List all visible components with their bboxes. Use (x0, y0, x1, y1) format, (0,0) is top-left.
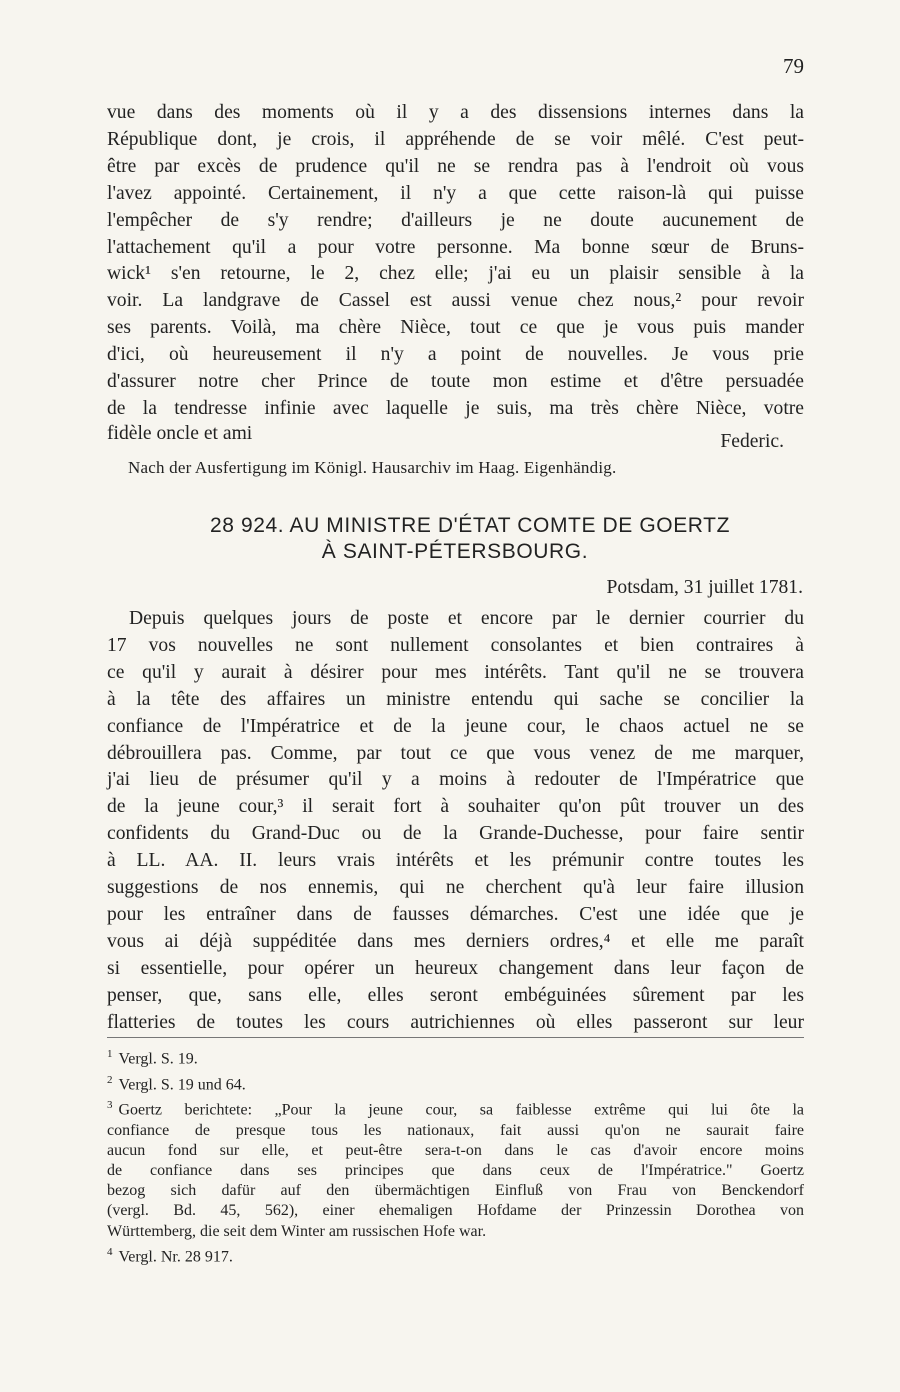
footnote-2 (107, 1070, 804, 1096)
text-line: confidents du Grand-Duc ou de la Grande-Duchesse, pour faire sentir (107, 823, 804, 845)
text-line: 17 vos nouvelles ne sont nullement consolantes et bien contraires à (107, 634, 804, 656)
letter-1-body (107, 100, 804, 423)
text-line: l'avez appointé. Certainement, il n'y a que cette raison-là qui puisse (107, 182, 804, 204)
text-line: République dont, je crois, il appréhende de se voir mêlé. C'est peut- (107, 128, 804, 150)
footnote-mark: 2 (107, 1073, 113, 1086)
text-line: ce qu'il y aurait à désirer pour mes intérêts. Tant qu'il ne se trouvera (107, 661, 804, 683)
signature: Federic. (720, 431, 784, 452)
text-line: j'ai lieu de présumer qu'il y a moins à redouter de l'Impératrice que (107, 769, 804, 791)
text-line: si essentielle, pour opérer un heureux changement dans leur façon de (107, 957, 804, 979)
closing-formula: fidèle oncle et ami (107, 423, 253, 444)
footnote-3-line: Württemberg, die seit dem Winter am russischen Hofe war. (107, 1222, 487, 1240)
letter-heading: 28 924. AU MINISTRE D'ÉTAT COMTE DE GOERTZ (209, 514, 731, 537)
text-line: confiance de l'Impératrice et de la jeune cour, le chaos actuel ne se (107, 715, 804, 737)
footnote-text: Vergl. S. 19. (118, 1050, 198, 1068)
source-note: Nach der Ausfertigung im Königl. Hausarchiv im Haag. Eigenhändig. (128, 458, 617, 477)
text-line: Depuis quelques jours de poste et encore par le dernier courrier du (129, 608, 804, 629)
text-line: l'empêcher de s'y rendre; d'ailleurs je ne doute aucunement de (107, 209, 804, 231)
footnote-mark: 3 (107, 1099, 113, 1112)
footnote-1 (107, 1044, 804, 1070)
text-line: à la tête des affaires un ministre entendu qui sache se concilier la (107, 688, 804, 710)
footnote-3 (107, 1095, 804, 1242)
letter-2-body (107, 606, 804, 1037)
footnote-text: Vergl. S. 19 und 64. (118, 1075, 246, 1093)
footnote-mark: 1 (107, 1048, 113, 1060)
text-line: ses parents. Voilà, ma chère Nièce, tout ce que je vous puis mander (107, 317, 804, 339)
text-line: penser, que, sans elle, elles seront embéguinées sûrement par les (107, 984, 804, 1006)
footnote-divider (107, 1037, 804, 1038)
letter-heading-recipient: À SAINT-PÉTERSBOURG. (321, 540, 589, 563)
text-line: suggestions de nos ennemis, qui ne cherchent qu'à leur faire illusion (107, 877, 804, 899)
text-line: vous ai déjà suppéditée dans mes derniers ordres,⁴ et elle me paraît (107, 930, 804, 952)
footnote-3-line: (vergl. Bd. 45, 562), einer ehemaligen Hofdame der Prinzessin Dorothea von (107, 1202, 804, 1220)
text-line: vue dans des moments où il y a des dissensions internes dans la (107, 102, 804, 123)
footnotes (107, 1044, 804, 1267)
text-line: de la tendresse infinie avec laquelle je suis, ma très chère Nièce, votre (107, 397, 804, 419)
text-line: d'ici, où heureusement il n'y a point de nouvelles. Je vous prie (107, 344, 804, 366)
text-line: voir. La landgrave de Cassel est aussi venue chez nous,² pour revoir (107, 290, 804, 312)
text-line: à LL. AA. II. leurs vrais intérêts et les prémunir contre toutes les (107, 850, 804, 872)
footnote-4 (107, 1242, 804, 1268)
text-line: wick¹ s'en retourne, le 2, chez elle; j'ai eu un plaisir sensible à la (107, 263, 804, 285)
footnote-3-line: aucun fond sur elle, et peut-être sera-t-on dans le cas d'avoir encore moins (107, 1141, 804, 1159)
text-line: être par excès de prudence qu'il ne se rendra pas à l'endroit où vous (107, 155, 804, 177)
dateline: Potsdam, 31 juillet 1781. (606, 577, 803, 598)
footnote-text: Vergl. Nr. 28 917. (118, 1248, 233, 1266)
text-line: d'assurer notre cher Prince de toute mon estime et d'être persuadée (107, 371, 804, 393)
text-line: débrouillera pas. Comme, par tout ce que vous venez de me marquer, (107, 742, 804, 764)
text-line: de la jeune cour,³ il serait fort à souhaiter qu'on pût trouver un des (107, 796, 804, 818)
text-line: pour les entraîner dans de fausses démarches. C'est une idée que je (107, 903, 804, 925)
footnote-3-line: confiance de presque tous les nationaux, fait aussi qu'on ne saurait faire (107, 1121, 804, 1139)
footnote-mark: 4 (107, 1245, 113, 1258)
page-number: 79 (783, 54, 804, 78)
footnote-3-line (107, 1095, 804, 1121)
footnote-text: Goertz berichtete: „Pour la jeune cour, sa faiblesse extrême qui lui ôte la (118, 1101, 804, 1119)
text-line: l'attachement qu'il a pour votre personne. Ma bonne sœur de Bruns- (107, 236, 804, 258)
footnote-3-line: de confiance dans ses principes que dans ceux de l'Impératrice." Goertz (107, 1162, 804, 1179)
footnote-3-line: bezog sich dafür auf den übermächtigen Einfluß von Frau von Benckendorf (107, 1182, 804, 1200)
text-line: flatteries de toutes les cours autrichiennes où elles passeront sur leur (107, 1011, 804, 1033)
